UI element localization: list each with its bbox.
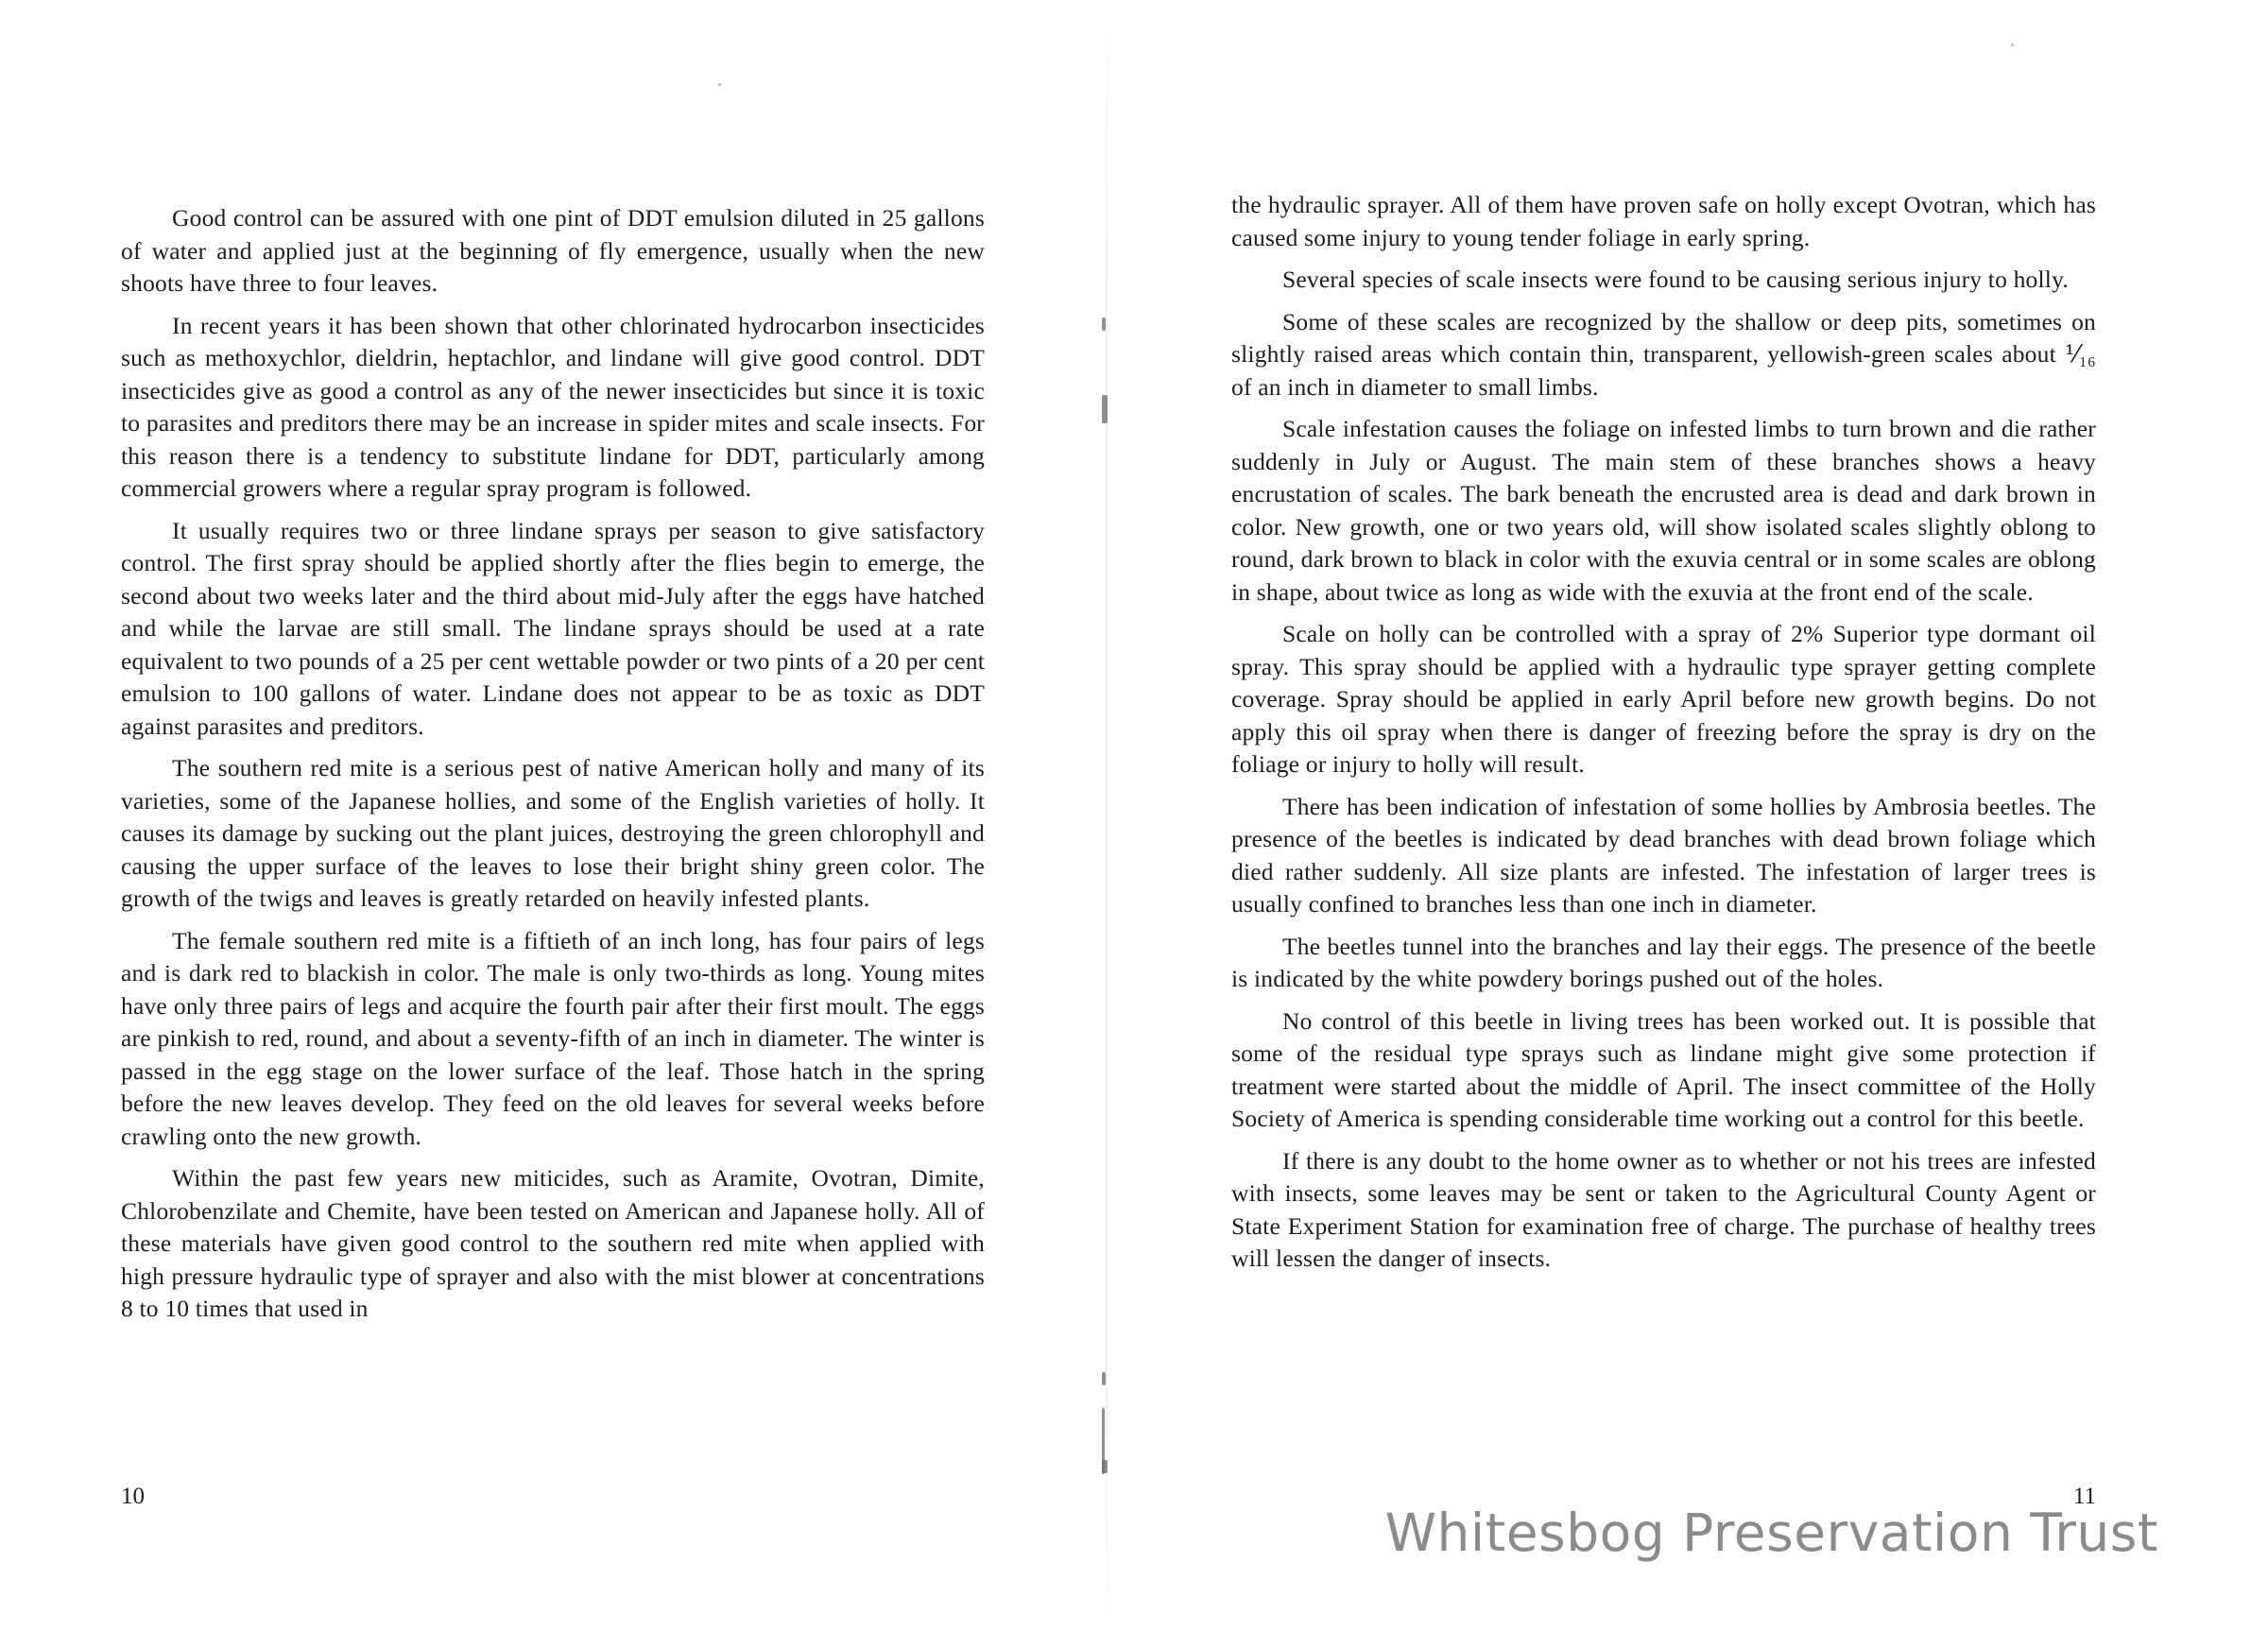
paragraph: The female southern red mite is a fiftieth of an inch long, has four pairs of legs and is dark red to blackish in color. The male is only two-thirds as long. Young mites have only three pairs of legs and acquire the fourth pair after their first moult. The eggs are pinkish to red, round, and about a seventy-fifth of an inch in diameter. The winter is passed in the egg stage on the lower surface of the leaf. Those hatch in the spring before the new leaves develop. They feed on the old leaves for several weeks before crawling onto the new growth. (121, 926, 985, 1150)
paragraph: Within the past few years new miticides, such as Aramite, Ovotran, Dimite, Chlorobenzilate and Chemite, have been tested on American and Japanese holly. All of these materials have given good control to the southern red mite when applied with high pressure hydraulic type of sprayer and also with the mist blower at concentrations 8 to 10 times that used in (121, 1164, 985, 1322)
paragraph: The southern red mite is a serious pest of native American holly and many of its varieties, some of the Japanese hollies, and some of the English varieties of holly. It causes its damage by sucking out the plant juices, destroying the green chlorophyll and causing the upper surface of the leaves to lose their bright shiny green color. The growth of the twigs and leaves is greatly retarded on heavily infested plants. (121, 754, 985, 912)
book-gutter (1106, 0, 1108, 1648)
paragraph: It usually requires two or three lindane sprays per season to give satisfactory control. The first spray should be applied shortly after the flies begin to emerge, the second about two weeks later and the third about mid-July after the eggs have hatched and while the larvae are still small. The lindane sprays should be used at a rate equivalent to two pounds of a 25 per cent wettable powder or two pints of a 20 per cent emulsion to 100 gallons of water. Lindane does not appear to be as toxic as DDT against parasites and preditors. (121, 516, 985, 740)
paragraph: Several species of scale insects were found to be causing serious injury to holly. (1282, 266, 2069, 293)
binding-mark (1102, 395, 1108, 423)
paragraph: There has been indication of infestation of some hollies by Ambrosia beetles. The presence of the beetles is indicated by dead branches with dead brown foliage which died rather suddenly. All size plants are infested. The infestation of larger trees is usually confined to branches less than one inch in diameter. (1231, 792, 2096, 918)
binding-mark (1102, 1460, 1108, 1473)
left-page-body (121, 202, 985, 1335)
paragraph: If there is any doubt to the home owner as to whether or not his trees are infested with insects, some leaves may be sent or taken to the Agricultural County Agent or State Experiment Station for examination free of charge. The purchase of healthy trees will lessen the danger of insects. (1231, 1146, 2096, 1272)
right-page (1231, 0, 2096, 1648)
paragraph: Scale on holly can be controlled with a spray of 2% Superior type dormant oil spray. This spray should be applied with a hydraulic type sprayer getting complete coverage. Spray should be applied in early April before new growth begins. Do not apply this oil spray when there is danger of freezing before the spray is dry on the foliage or injury to holly will result. (1231, 620, 2096, 778)
paragraph: Scale infestation causes the foliage on infested limbs to turn brown and die rather suddenly in July or August. The main stem of these branches shows a heavy encrustation of scales. The bark beneath the encrusted area is dead and dark brown in color. New growth, one or two years old, will show isolated scales slightly oblong to round, dark brown to black in color with the exuvia central or in some scales are oblong in shape, about twice as long as wide with the exuvia at the front end of the scale. (1231, 415, 2096, 606)
paragraph: Good control can be assured with one pint of DDT emulsion diluted in 25 gallons of water and applied just at the beginning of fly emergence, usually when the new shoots have three to four leaves. (121, 204, 985, 297)
binding-mark (1102, 1372, 1106, 1385)
binding-mark (1102, 318, 1106, 331)
paragraph: Some of these scales are recognized by the shallow or deep pits, sometimes on slightly raised areas which contain thin, transparent, yellowish-green scales about ⅟₁₆ of an inch in diameter to small limbs. (1231, 307, 2096, 401)
right-page-body (1231, 189, 2096, 1285)
watermark: Whitesbog Preservation Trust (1384, 1502, 2158, 1563)
paragraph: No control of this beetle in living trees has been worked out. It is possible that some of the residual type sprays such as lindane might give some protection if treatment were started about the middle of April. The insect committee of the Holly Society of America is spending considerable time working out a control for this beetle. (1231, 1006, 2096, 1132)
page-number: 10 (121, 1484, 145, 1509)
left-page (121, 0, 985, 1648)
page-number: 11 (2072, 1484, 2096, 1509)
paragraph: The beetles tunnel into the branches and lay their eggs. The presence of the beetle is indicated by the white powdery borings pushed out of the holes. (1231, 932, 2096, 992)
continued-paragraph: the hydraulic sprayer. All of them have proven safe on holly except Ovotran, which has caused some injury to young tender foliage in early spring. (1231, 191, 2096, 251)
paragraph: In recent years it has been shown that other chlorinated hydrocarbon insecticides such as methoxychlor, dieldrin, heptachlor, and lindane will give good control. DDT insecticides give as good a control as any of the newer insecticides but since it is toxic to parasites and preditors there may be an increase in spider mites and scale insects. For this reason there is a tendency to substitute lindane for DDT, particularly among commercial growers where a regular spray program is followed. (121, 311, 985, 502)
